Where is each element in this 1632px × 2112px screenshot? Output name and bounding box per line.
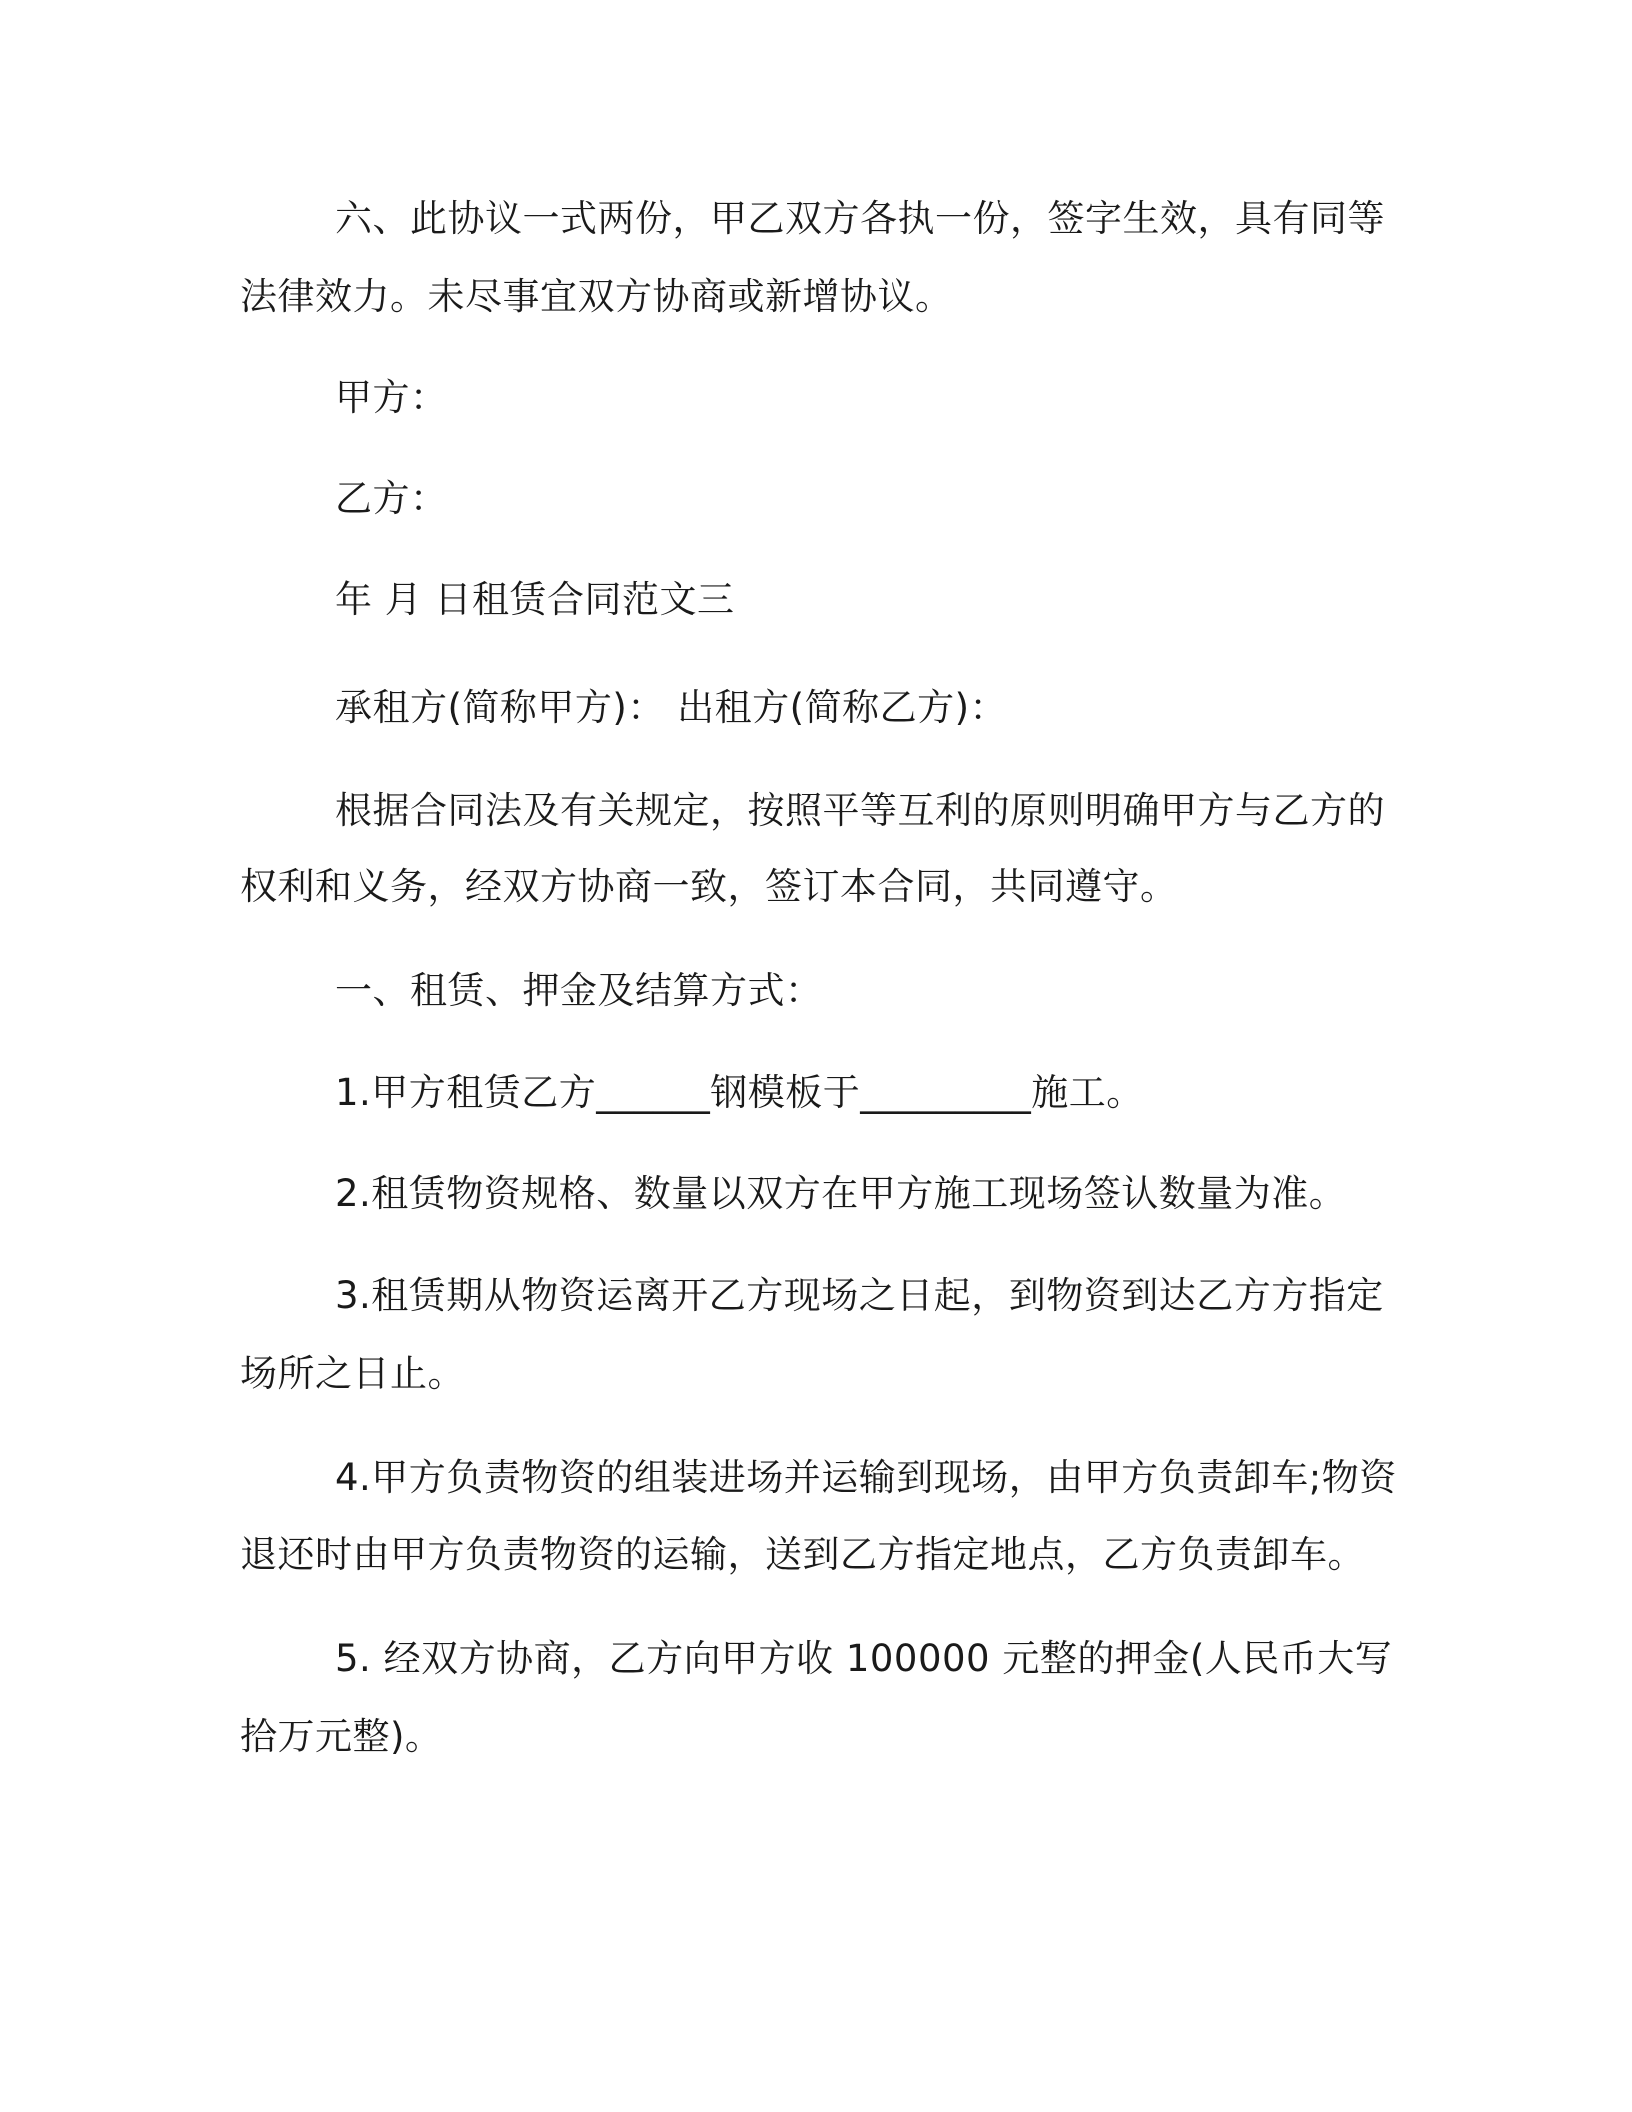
paragraph-line: 六、此协议一式两份，甲乙双方各执一份，签字生效，具有同等 bbox=[335, 197, 1385, 240]
clause-item: 3.租赁期从物资运离开乙方现场之日起，到物资到达乙方方指定 bbox=[335, 1274, 1384, 1317]
section-title: 年 月 日租赁合同范文三 bbox=[335, 578, 735, 621]
clause-item-cont: 场所之日止。 bbox=[240, 1352, 465, 1395]
clause-item: 1.甲方租赁乙方______钢模板于_________施工。 bbox=[335, 1071, 1144, 1114]
paragraph-line: 权利和义务，经双方协商一致，签订本合同，共同遵守。 bbox=[240, 865, 1178, 908]
clause-item: 5. 经双方协商，乙方向甲方收 100000 元整的押金(人民币大写 bbox=[335, 1637, 1393, 1680]
clause-heading: 一、租赁、押金及结算方式： bbox=[335, 969, 823, 1012]
paragraph-line: 法律效力。未尽事宜双方协商或新增协议。 bbox=[240, 275, 953, 318]
clause-item-cont: 退还时由甲方负责物资的运输，送到乙方指定地点，乙方负责卸车。 bbox=[240, 1533, 1365, 1576]
clause-item-cont: 拾万元整)。 bbox=[240, 1715, 443, 1758]
clause-item: 2.租赁物资规格、数量以双方在甲方施工现场签认数量为准。 bbox=[335, 1172, 1347, 1215]
paragraph-line: 根据合同法及有关规定，按照平等互利的原则明确甲方与乙方的 bbox=[335, 789, 1385, 832]
clause-item: 4.甲方负责物资的组装进场并运输到现场，由甲方负责卸车;物资 bbox=[335, 1456, 1397, 1499]
party-a-label: 甲方： bbox=[335, 376, 448, 419]
parties-line: 承租方(简称甲方)： 出租方(简称乙方)： bbox=[335, 686, 1008, 729]
party-b-label: 乙方： bbox=[335, 477, 448, 520]
